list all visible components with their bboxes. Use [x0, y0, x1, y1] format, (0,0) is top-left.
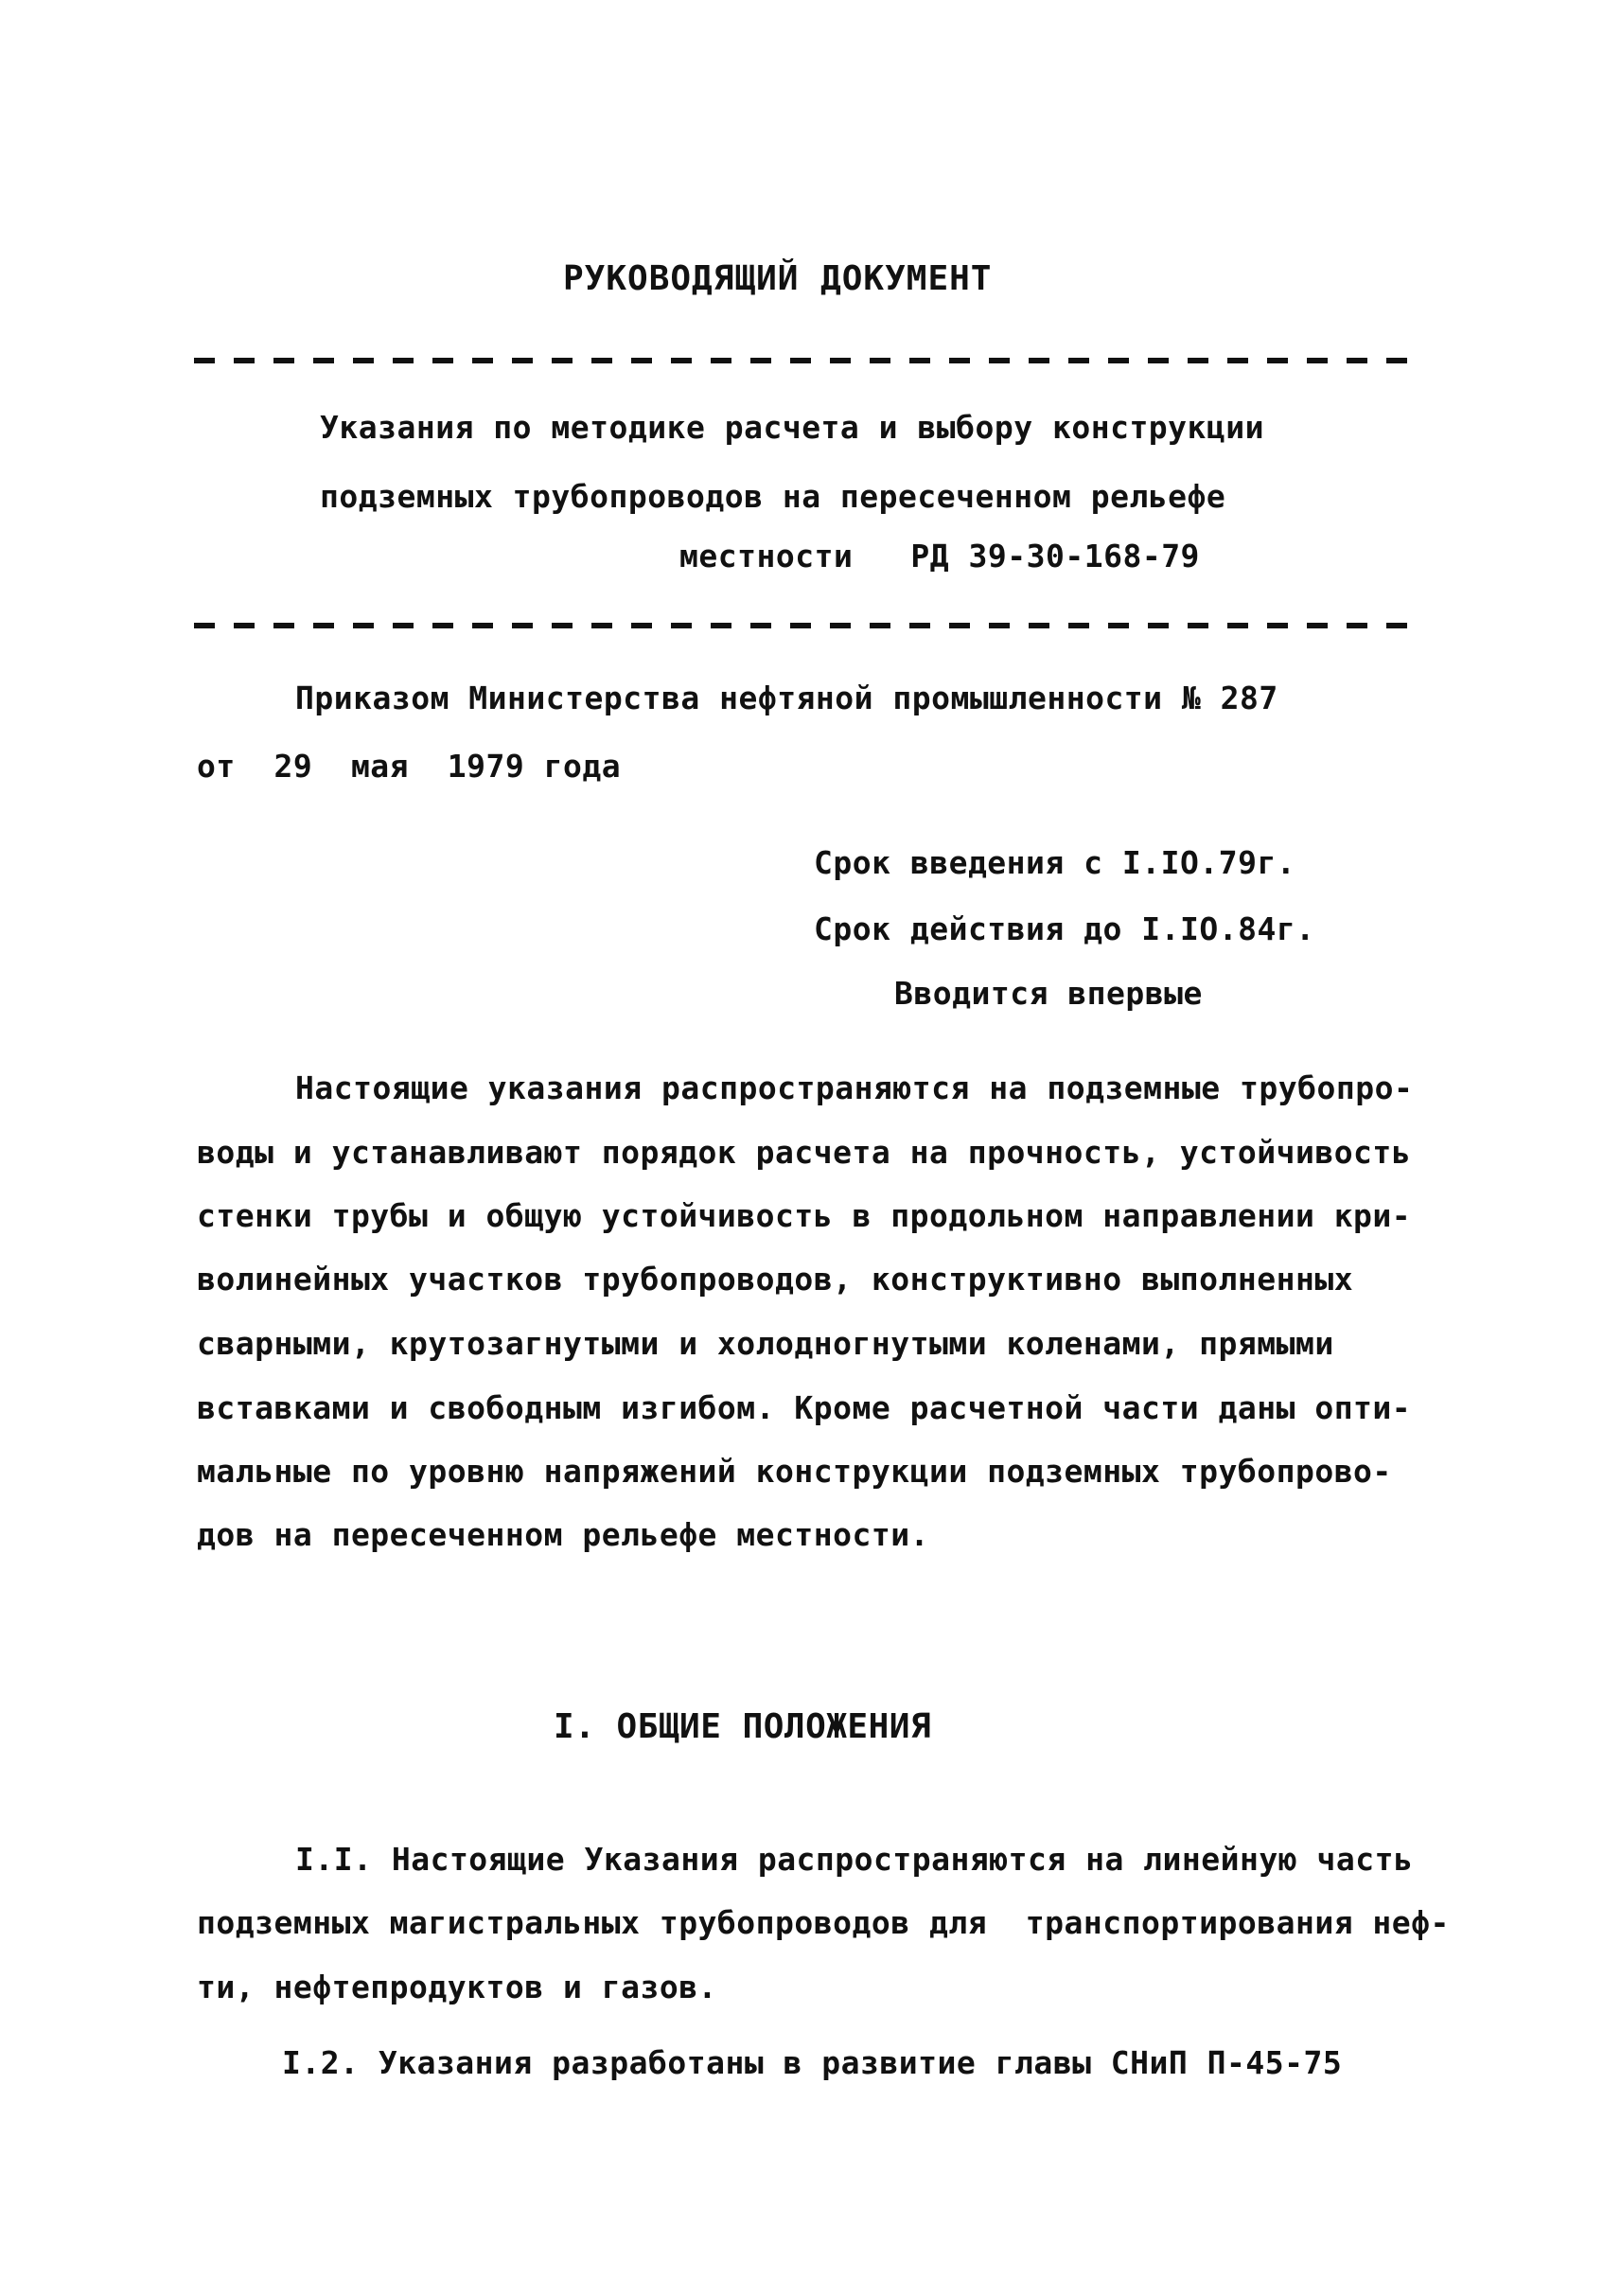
clause-1-2-line-1: I.2. Указания разработаны в развитие главы СНиП П-45-75 — [282, 2044, 1343, 2081]
clause-1-1-line-3: ти, нефтепродуктов и газов. — [197, 1969, 717, 2005]
preamble-line-3: стенки трубы и общую устойчивость в продольном направлении кри- — [197, 1197, 1412, 1234]
preamble-line-8: дов на пересеченном рельефе местности. — [197, 1516, 929, 1553]
order-line-1: Приказом Министерства нефтяной промышленности № 287 — [295, 680, 1278, 716]
section-heading: I. ОБЩИЕ ПОЛОЖЕНИЯ — [554, 1707, 932, 1746]
preamble-line-6: вставками и свободным изгибом. Кроме расчетной части даны опти- — [197, 1389, 1412, 1426]
subtitle-line-1: Указания по методике расчета и выбору конструкции — [320, 409, 1265, 446]
document-title: РУКОВОДЯЩИЙ ДОКУМЕНТ — [563, 259, 993, 298]
term-validity: Срок действия до I.IO.84г. — [814, 910, 1315, 947]
subtitle-line-3: местности РД 39-30-168-79 — [679, 538, 1200, 574]
term-first-introduced: Вводится впервые — [894, 975, 1203, 1012]
preamble-line-7: мальные по уровню напряжений конструкции подземных трубопрово- — [197, 1453, 1392, 1490]
clause-1-1-line-2: подземных магистральных трубопроводов для транспортирования неф- — [197, 1904, 1450, 1941]
preamble-line-2: воды и устанавливают порядок расчета на прочность, устойчивость — [197, 1134, 1412, 1171]
preamble-line-4: волинейных участков трубопроводов, конструктивно выполненных — [197, 1261, 1354, 1298]
order-line-2: от 29 мая 1979 года — [197, 748, 622, 785]
clause-1-1-line-1: I.I. Настоящие Указания распространяются на линейную часть — [295, 1841, 1414, 1878]
term-introduction: Срок введения с I.IO.79г. — [814, 844, 1296, 881]
dashed-separator-top — [194, 358, 1424, 363]
preamble-line-1: Настоящие указания распространяются на подземные трубопро- — [295, 1069, 1414, 1106]
preamble-line-5: сварными, крутозагнутыми и холодногнутыми коленами, прямыми — [197, 1325, 1334, 1362]
subtitle-line-2: подземных трубопроводов на пересеченном рельефе — [320, 478, 1226, 515]
dashed-separator-bottom — [194, 623, 1415, 628]
